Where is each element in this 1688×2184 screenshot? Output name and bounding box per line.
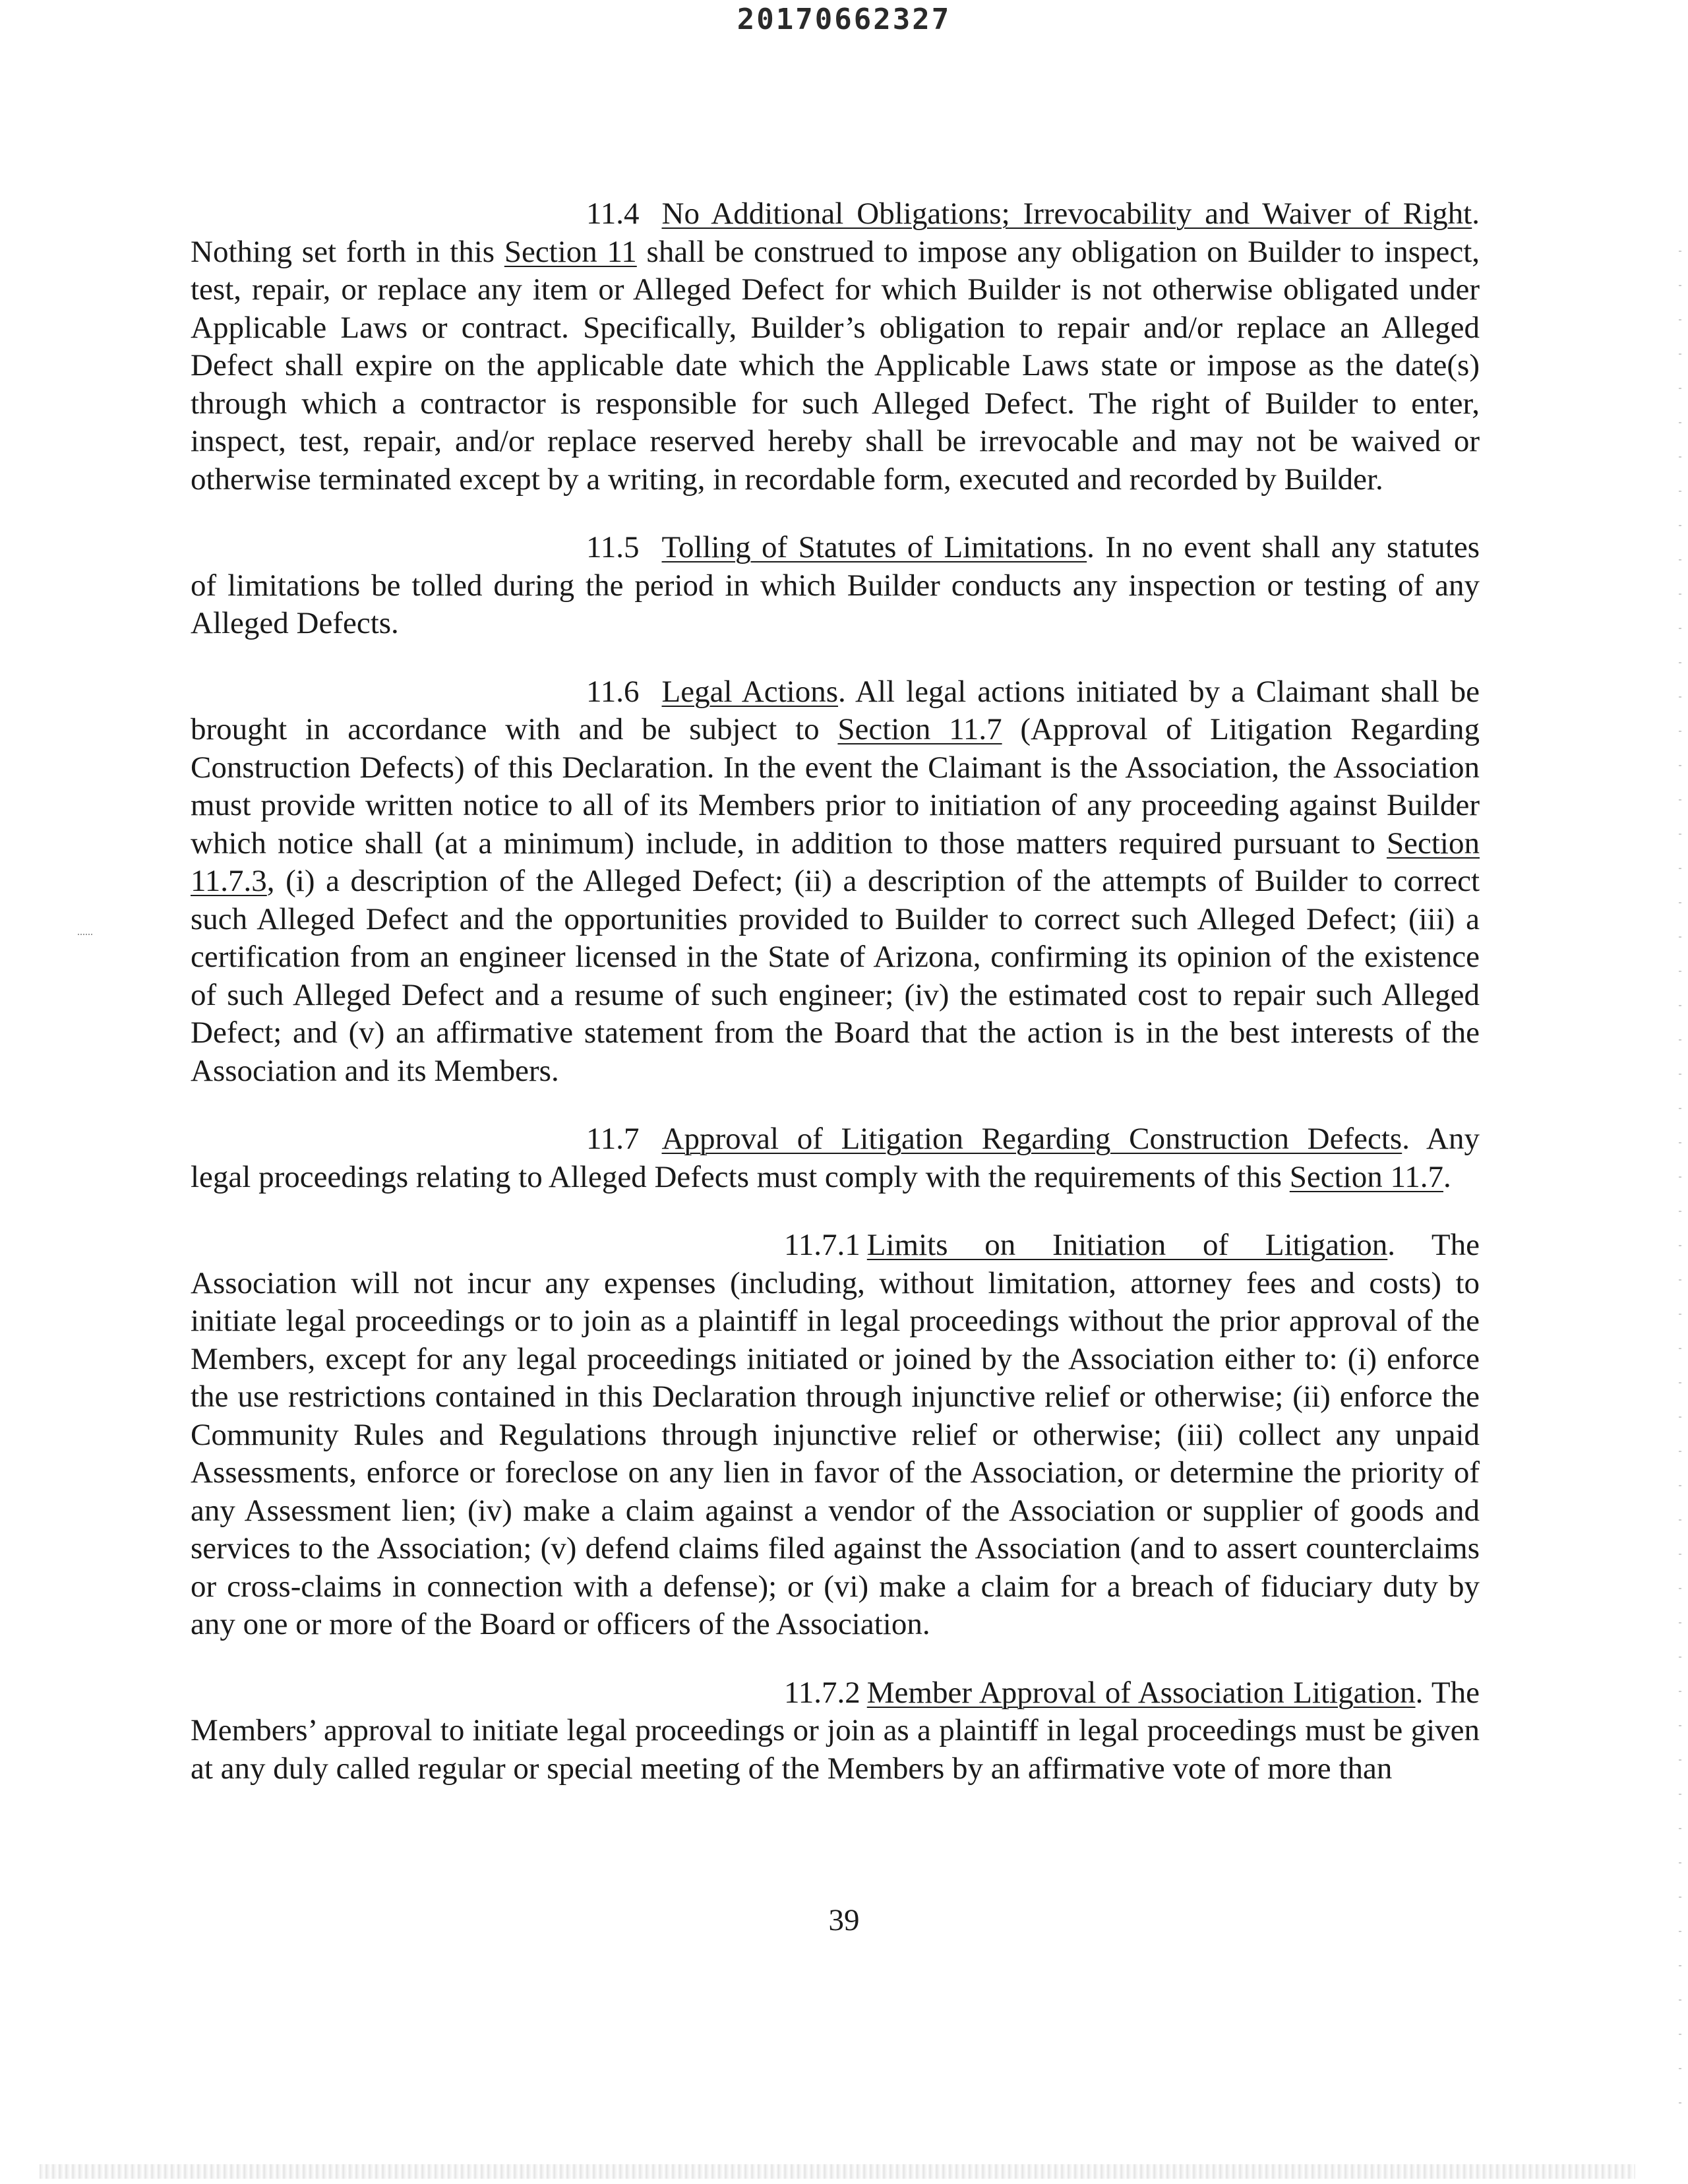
section-text: . The Association will not incur any expenses (including, without limitation, attorney fees and costs) to initiate legal proceedings or to join as a plaintiff in legal proceedings without the prior approval of the Members, except for any legal proceedings initiated or joined by the Association either to: (i) enforce the use restrictions contained in this Declaration through injunctive relief or otherwise; (ii) enforce the Community Rules and Regulations through injunctive relief or otherwise; (iii) collect any unpaid Assessments, enforce or foreclose on any lien in favor of the Association, or determine the priority of any Assessment lien; (iv) make a claim against a vendor of the Association or supplier of goods and services to the Association; (v) defend claims filed against the Association (and to assert counterclaims or cross-claims in connection with a defense); or (vi) make a claim for a breach of fiduciary duty by any one or more of the Board or officers of the Association. — [191, 1228, 1480, 1641]
section-11-5 — [191, 529, 1480, 643]
section-text: . — [1443, 1159, 1451, 1194]
section-text: shall be construed to impose any obligation on Builder to inspect, test, repair, or replace any item or Alleged Defect for which Builder is not otherwise obligated under Applicable Laws or contract. Specifically, Builder’s obligation to repair and/or replace an Alleged Defect shall expire on the applicable date which the Applicable Laws state or impose as the date(s) through which a contractor is responsible for such Alleged Defect. The right of Builder to enter, inspect, test, repair, and/or replace reserved hereby shall be irrevocable and may not be waived or otherwise terminated except by a writing, in recordable form, executed and recorded by Builder. — [191, 234, 1480, 497]
section-text: . Any legal proceedings relating to Alleged Defects must comply with the requirements of this — [191, 1122, 1480, 1194]
section-text: . The Members’ approval to initiate legal proceedings or join as a plaintiff in legal proceedings must be given at any duly called regular or special meeting of the Members by an affirmative vote of more than — [191, 1675, 1480, 1786]
section-11-7 — [191, 1120, 1480, 1196]
section-title: Approval of Litigation Regarding Construction Defects — [661, 1122, 1402, 1156]
section-number: 11.7.1 — [784, 1228, 860, 1262]
section-text: . All legal actions initiated by a Claimant shall be brought in accordance with and be subject to — [191, 674, 1480, 746]
section-reference: Section 11 — [504, 234, 637, 269]
section-number: 11.7.2 — [784, 1675, 860, 1710]
section-text: . In no event shall any statutes of limitations be tolled during the period in which Builder conducts any inspection or testing of any Alleged Defects. — [191, 530, 1480, 640]
section-11-7-1 — [191, 1227, 1480, 1644]
section-text: (Approval of Litigation Regarding Construction Defects) of this Declaration. In the event the Claimant is the Association, the Association must provide written notice to all of its Members prior to initiation of any proceeding against Builder which notice shall (at a minimum) include, in addition to those matters required pursuant to — [191, 712, 1480, 861]
scan-edge-noise — [40, 2164, 1635, 2179]
scan-edge-dots — [1679, 218, 1681, 2130]
section-title: Limits on Initiation of Litigation — [866, 1228, 1388, 1262]
section-text: , (i) a description of the Alleged Defect; (ii) a description of the attempts of Builder to correct such Alleged Defect and the opportunities provided to Builder to correct such Alleged Defect; (iii) a certification from an engineer licensed in the State of Arizona, confirming its opinion of the existence of such Alleged Defect and a resume of such engineer; (iv) the estimated cost to repair such Alleged Defect; and (v) an affirmative statement from the Board that the action is in the best interests of the Association and its Members. — [191, 864, 1480, 1088]
section-11-6 — [191, 673, 1480, 1091]
section-11-4 — [191, 195, 1480, 499]
section-number: 11.5 — [586, 530, 640, 564]
section-number: 11.4 — [586, 197, 640, 231]
section-11-7-2 — [191, 1674, 1480, 1788]
section-number: 11.6 — [586, 674, 640, 709]
section-title: Member Approval of Association Litigation — [866, 1675, 1416, 1710]
section-reference: Section 11.7.3 — [191, 826, 1480, 898]
page-number: 39 — [828, 1903, 860, 1937]
section-title: Tolling of Statutes of Limitations — [661, 530, 1087, 564]
section-number: 11.7 — [586, 1122, 640, 1156]
section-title: No Additional Obligations; Irrevocability and Waiver of Right — [661, 197, 1472, 231]
document-number: 20170662327 — [737, 3, 951, 36]
section-reference: Section 11.7 — [837, 712, 1002, 746]
document-body — [191, 195, 1480, 1818]
section-reference: Section 11.7 — [1289, 1159, 1443, 1194]
section-text: . Nothing set forth in this — [191, 197, 1480, 269]
section-title: Legal Actions — [661, 674, 839, 709]
margin-mark — [78, 934, 92, 938]
